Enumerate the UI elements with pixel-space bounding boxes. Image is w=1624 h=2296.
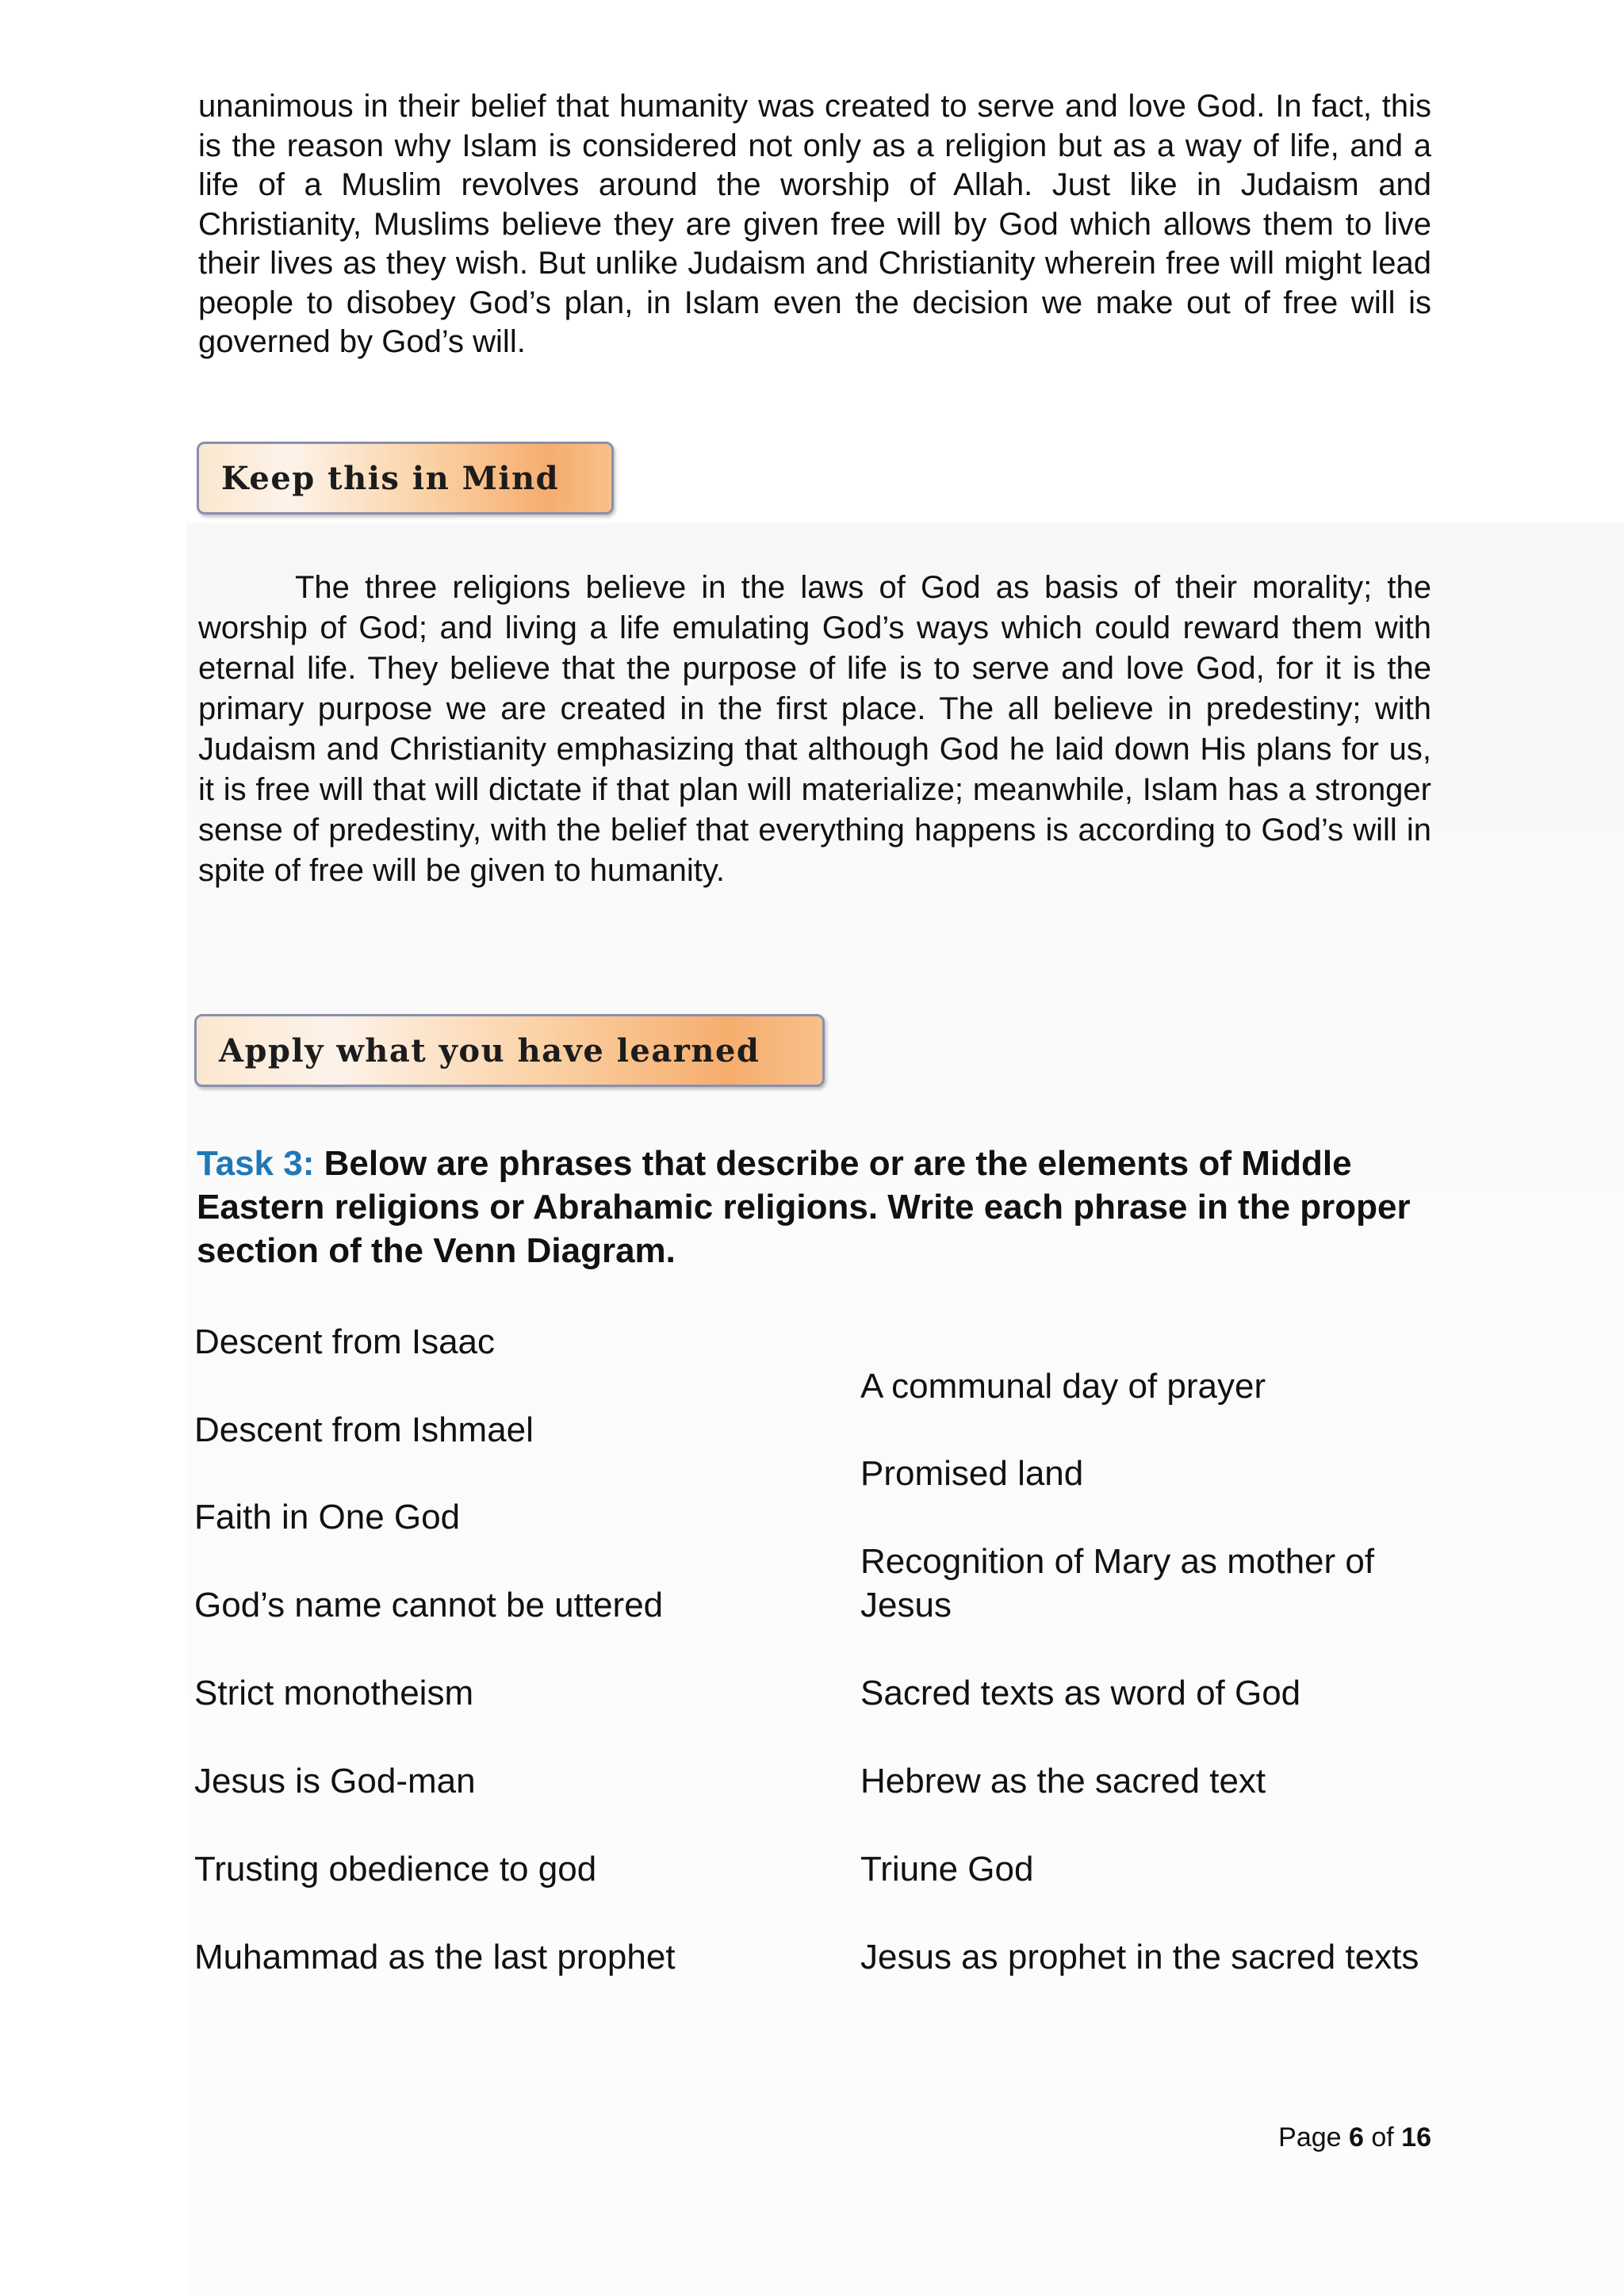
current-page: 6 [1349,2122,1364,2152]
phrase-left-2: Descent from Ishmael [194,1410,534,1449]
phrase-left-7: Trusting obedience to god [194,1850,597,1888]
task-instruction [197,1142,1450,1272]
phrase-right-6: Triune God [860,1850,1034,1888]
phrase-right-1: A communal day of prayer [860,1367,1266,1406]
page-number [1189,2122,1431,2153]
phrase-left-3: Faith in One God [194,1498,461,1536]
phrase-left-8: Muhammad as the last prophet [194,1938,676,1976]
apply-learned-title: Apply what you have learned [219,1031,760,1070]
phrase-left-5: Strict monotheism [194,1674,474,1712]
of-word: of [1363,2122,1402,2152]
phrase-left-6: Jesus is God-man [194,1762,476,1800]
keep-in-mind-paragraph [198,568,1431,891]
apply-learned-banner [194,1014,825,1087]
phrase-right-3a: Recognition of Mary as mother of [860,1542,1375,1581]
phrase-right-2: Promised land [860,1454,1084,1493]
page-word: Page [1278,2122,1349,2152]
intro-paragraph: unanimous in their belief that humanity was created to serve and love God. In fact, this is the reason why Islam is considered not only as a religion but as a way of life, and a life of a Muslim revolves around the worship of Allah. Just like in Judaism and Christianity, Muslims believe they are given free will by God which allows them to live their lives as they wish. But unlike Judaism and Christianity wherein free will might lead people to disobey God’s plan, in Islam even the decision we make out of free will is governed by God’s will. [198,89,1431,359]
total-pages: 16 [1401,2122,1431,2152]
task-label: Task 3: [197,1144,315,1183]
task-text: Below are phrases that describe or are the elements of Middle Eastern religions or Abrahamic religions. Write each phrase in the proper section of the Venn Diagram. [197,1144,1411,1270]
phrase-left-4: God’s name cannot be uttered [194,1586,664,1624]
keep-in-mind-text: The three religions believe in the laws of God as basis of their morality; the worship of God; and living a life emulating God’s ways which could reward them with eternal life. They believe that the purpose of life is to serve and love God, for it is the primary purpose we are created in the first place. The all believe in predestiny; with Judaism and Christianity emphasizing that although God he laid down His plans for us, it is free will that will dictate if that plan will materialize; meanwhile, Islam has a stronger sense of predestiny, with the belief that everything happens is according to God’s will in spite of free will be given to humanity. [198,570,1431,888]
phrase-right-5: Hebrew as the sacred text [860,1762,1266,1800]
phrase-right-4: Sacred texts as word of God [860,1674,1301,1712]
phrase-left-1: Descent from Isaac [194,1322,496,1361]
phrase-right-7: Jesus as prophet in the sacred texts [860,1938,1419,1976]
phrase-right-3b: Jesus [860,1586,952,1624]
keep-in-mind-title: Keep this in Mind [221,459,560,497]
keep-in-mind-banner [197,442,614,515]
